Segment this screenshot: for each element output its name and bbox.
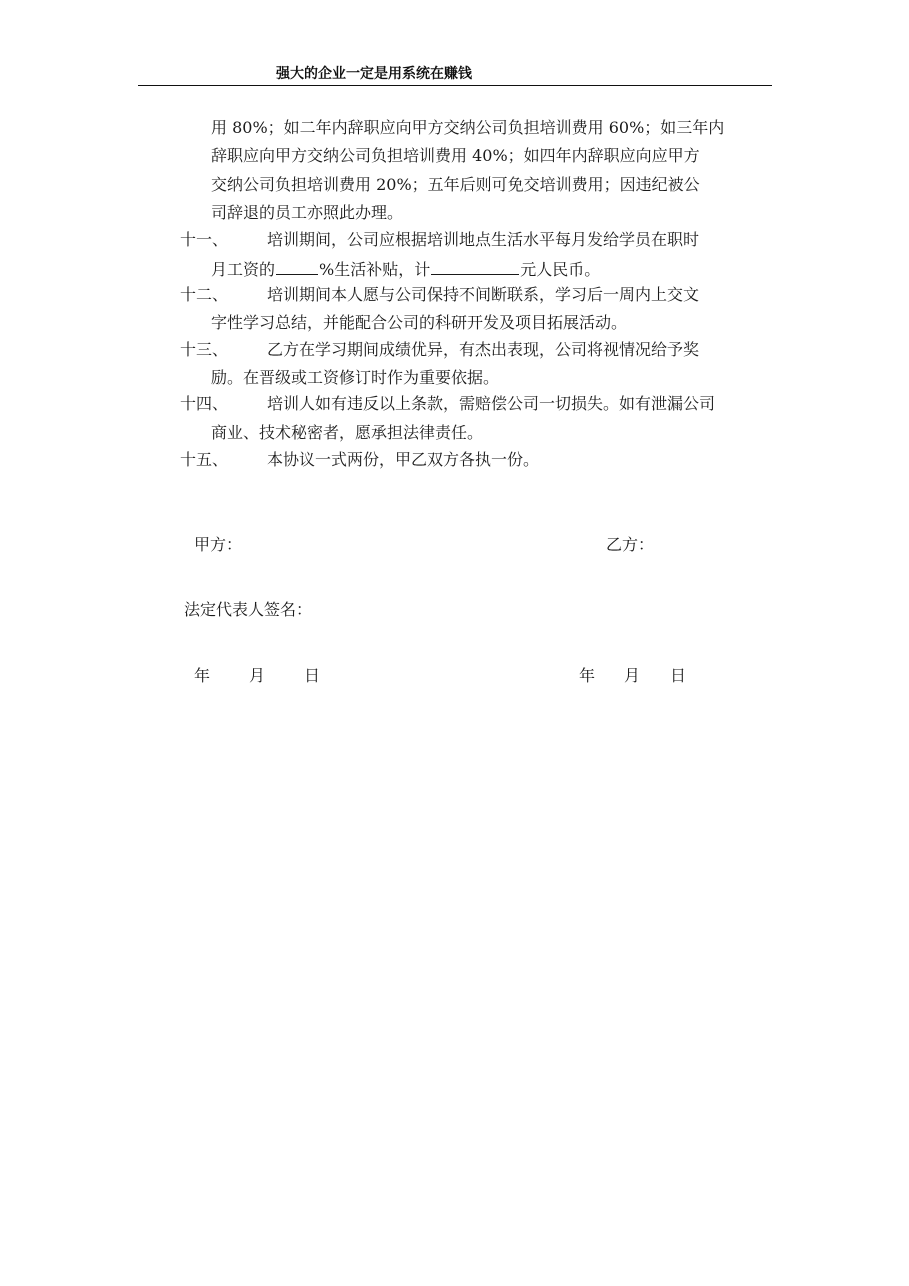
percent-blank xyxy=(276,258,318,275)
date-b-year: 年 xyxy=(579,666,596,685)
date-b-month: 月 xyxy=(624,666,641,685)
clause-text: 商业、技术秘密者，愿承担法律责任。 xyxy=(211,423,484,442)
paragraph-line: 辞职应向甲方交纳公司负担培训费用 40%；如四年内辞职应向应甲方 xyxy=(211,146,700,165)
clause-text: 元人民币。 xyxy=(520,260,601,279)
clause-text: %生活补贴，计 xyxy=(319,260,431,279)
clause-text: 字性学习总结，并能配合公司的科研开发及项目拓展活动。 xyxy=(211,313,628,332)
clause-text: 培训期间本人愿与公司保持不间断联系，学习后一周内上交文 xyxy=(267,285,700,304)
paragraph-line: 交纳公司负担培训费用 20%；五年后则可免交培训费用；因违纪被公 xyxy=(211,175,700,194)
clause-text: 月工资的 xyxy=(211,260,276,279)
clause-text: 培训期间，公司应根据培训地点生活水平每月发给学员在职时 xyxy=(267,230,700,249)
page-header-title: 强大的企业一定是用系统在赚钱 xyxy=(276,66,472,82)
date-b-day: 日 xyxy=(670,666,687,685)
clause-text: 乙方在学习期间成绩优异，有杰出表现，公司将视情况给予奖 xyxy=(267,340,700,359)
paragraph-line: 用 80%；如二年内辞职应向甲方交纳公司负担培训费用 60%；如三年内 xyxy=(211,118,725,137)
legal-representative-label: 法定代表人签名： xyxy=(184,600,313,619)
party-a-label: 甲方： xyxy=(194,535,243,554)
clause-number: 十二、 xyxy=(180,285,229,304)
clause-text: 励。在晋级或工资修订时作为重要依据。 xyxy=(211,368,500,387)
clause-number: 十四、 xyxy=(180,394,229,413)
clause-number: 十一、 xyxy=(180,230,229,249)
clause-text: 培训人如有违反以上条款，需赔偿公司一切损失。如有泄漏公司 xyxy=(267,394,716,413)
clause-text-with-blanks xyxy=(211,258,600,280)
clause-number: 十五、 xyxy=(180,450,229,469)
amount-blank xyxy=(431,258,519,275)
clause-number: 十三、 xyxy=(180,340,229,359)
date-a-year: 年 xyxy=(194,666,211,685)
paragraph-line: 司辞退的员工亦照此办理。 xyxy=(211,203,404,222)
date-a-month: 月 xyxy=(249,666,266,685)
header-divider xyxy=(138,85,772,86)
date-a-day: 日 xyxy=(304,666,321,685)
clause-text: 本协议一式两份，甲乙双方各执一份。 xyxy=(267,450,540,469)
party-b-label: 乙方： xyxy=(606,535,655,554)
